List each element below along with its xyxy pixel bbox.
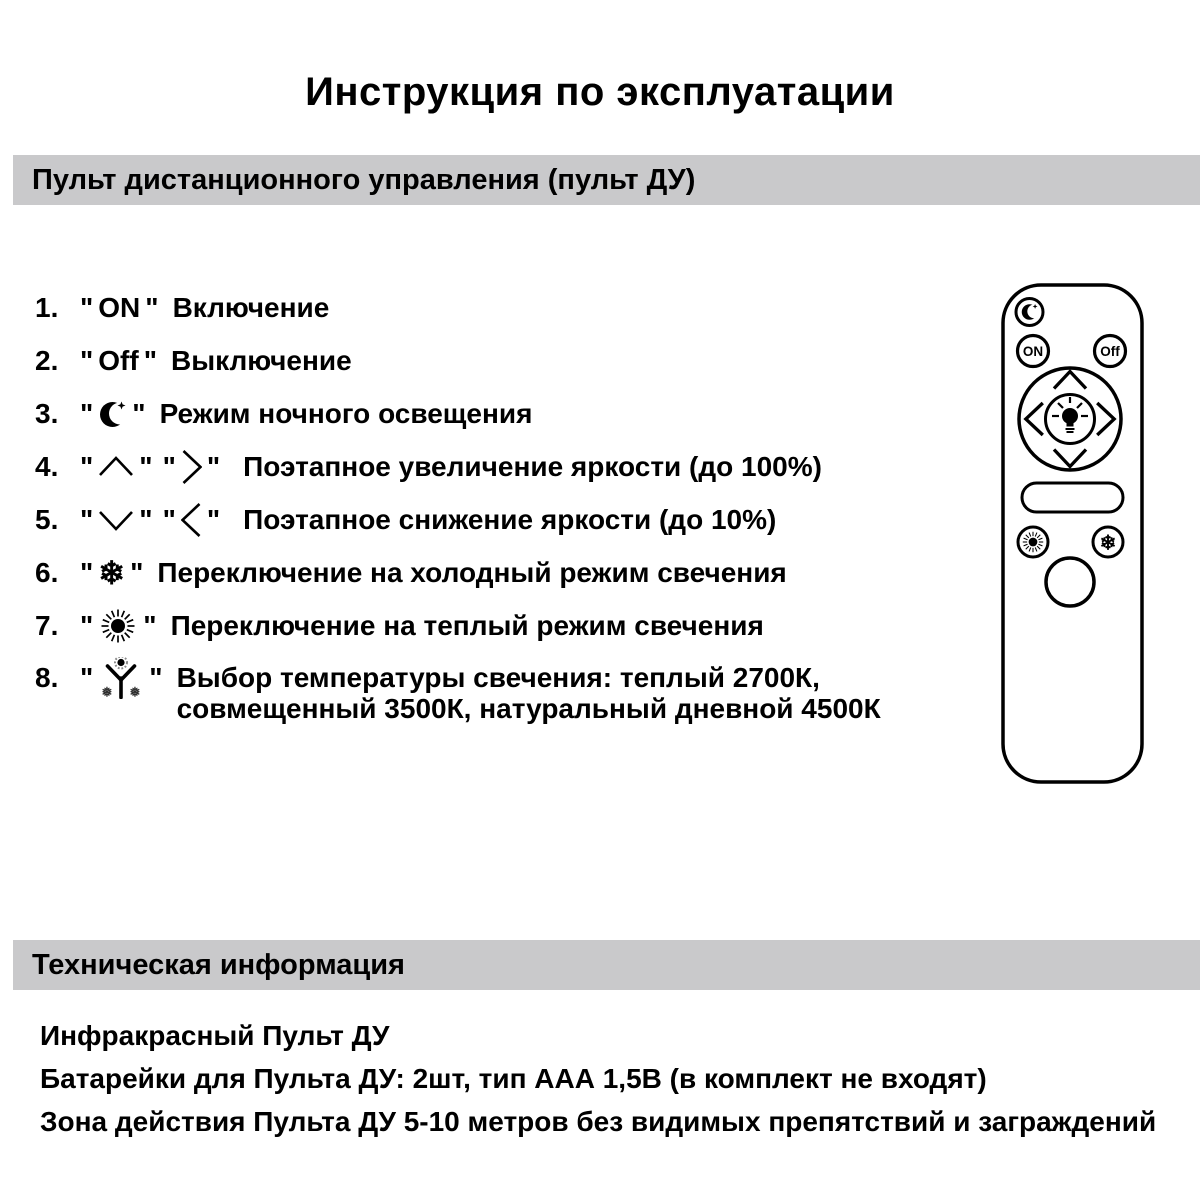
item-number: 4. — [35, 451, 59, 482]
quote-mark: " — [206, 451, 221, 482]
item-text-line2: совмещенный 3500К, натуральный дневной 4500К — [176, 693, 881, 724]
item-number: 8. — [35, 662, 59, 693]
item-text: Режим ночного освещения — [159, 398, 533, 429]
warm-mode-button — [1018, 527, 1048, 557]
instruction-item-7 — [35, 606, 764, 646]
off-button-label: Off — [1100, 344, 1120, 359]
chevron-down-icon — [98, 509, 134, 531]
chevron-right-icon — [181, 449, 202, 485]
section-bar-tech — [13, 940, 1200, 990]
tech-section-header: Техническая информация — [32, 948, 405, 981]
on-button — [1018, 336, 1049, 367]
item-text — [177, 659, 881, 724]
moon-icon — [98, 400, 127, 429]
quote-mark: " — [80, 398, 94, 429]
quote-mark: " — [162, 451, 176, 482]
quote-mark: " — [80, 557, 94, 588]
instruction-item-1 — [35, 288, 329, 328]
tech-info-line: Зона действия Пульта ДУ 5-10 метров без видимых препятствий и заграждений — [40, 1106, 1157, 1137]
instruction-item-5 — [35, 500, 776, 540]
chevron-up-icon — [98, 456, 134, 478]
quote-mark: " — [80, 610, 94, 641]
quote-mark: " — [80, 345, 94, 376]
tech-info — [40, 1014, 1156, 1143]
nav-pad — [1019, 368, 1121, 470]
cold-mode-button — [1093, 527, 1123, 557]
tech-info-line: Батарейки для Пульта ДУ: 2шт, тип ААА 1,5В (в комплект не входят) — [40, 1063, 987, 1094]
mini-snowflake-icon: ❅ — [101, 684, 113, 699]
quote-mark: " — [132, 398, 146, 429]
snowflake-icon: ❄ — [98, 555, 126, 591]
item-number: 6. — [35, 557, 59, 588]
item-text: Выключение — [171, 345, 352, 376]
off-button — [1095, 336, 1126, 367]
quote-mark: " — [145, 292, 159, 323]
mini-snowflake-icon: ❅ — [129, 684, 141, 699]
instruction-item-3 — [35, 394, 532, 434]
instruction-item-8 — [35, 659, 881, 724]
quote-mark: " — [139, 504, 153, 535]
item-text-line1: Выбор температуры свечения: теплый 2700К, — [176, 662, 820, 693]
item-text: Переключение на холодный режим свечения — [157, 557, 787, 588]
remote-section-header: Пульт дистанционного управления (пульт ДУ) — [32, 163, 696, 196]
sun-icon — [1023, 532, 1043, 552]
item-text: Включение — [172, 292, 330, 323]
on-label: ON — [98, 292, 141, 323]
instruction-item-4 — [35, 447, 822, 487]
on-button-label: ON — [1022, 344, 1044, 359]
item-text: Поэтапное снижение яркости (до 10%) — [243, 504, 777, 535]
brightness-pill-button — [1022, 483, 1123, 512]
quote-mark: " — [162, 504, 176, 535]
night-mode-button — [1016, 299, 1043, 326]
temp-cycle-button — [1046, 558, 1094, 606]
item-text: Переключение на теплый режим свечения — [170, 610, 764, 641]
item-number: 3. — [35, 398, 59, 429]
item-number: 2. — [35, 345, 59, 376]
quote-mark: " — [80, 451, 94, 482]
instruction-item-2 — [35, 341, 352, 381]
quote-mark: " — [130, 557, 144, 588]
item-number: 1. — [35, 292, 59, 323]
off-label: Off — [98, 345, 139, 376]
snowflake-icon: ❄ — [1099, 532, 1117, 555]
item-text: Поэтапное увеличение яркости (до 100%) — [243, 451, 822, 482]
item-number: 5. — [35, 504, 59, 535]
quote-mark: " — [80, 504, 94, 535]
section-bar-remote — [13, 155, 1200, 205]
quote-mark: " — [143, 610, 157, 641]
remote-illustration — [1001, 283, 1144, 784]
sun-icon — [98, 606, 138, 646]
quote-mark: " — [139, 451, 153, 482]
quote-mark: " — [149, 662, 163, 693]
item-number: 7. — [35, 610, 59, 641]
quote-mark: " — [206, 504, 221, 535]
quote-mark: " — [80, 662, 94, 693]
chevron-left-icon — [181, 502, 202, 538]
instruction-item-6 — [35, 553, 787, 593]
quote-mark: " — [80, 292, 94, 323]
tech-info-line: Инфракрасный Пульт ДУ — [40, 1020, 390, 1051]
quote-mark: " — [143, 345, 157, 376]
temperature-select-icon — [98, 657, 144, 699]
page-title: Инструкция по эксплуатации — [305, 70, 895, 114]
